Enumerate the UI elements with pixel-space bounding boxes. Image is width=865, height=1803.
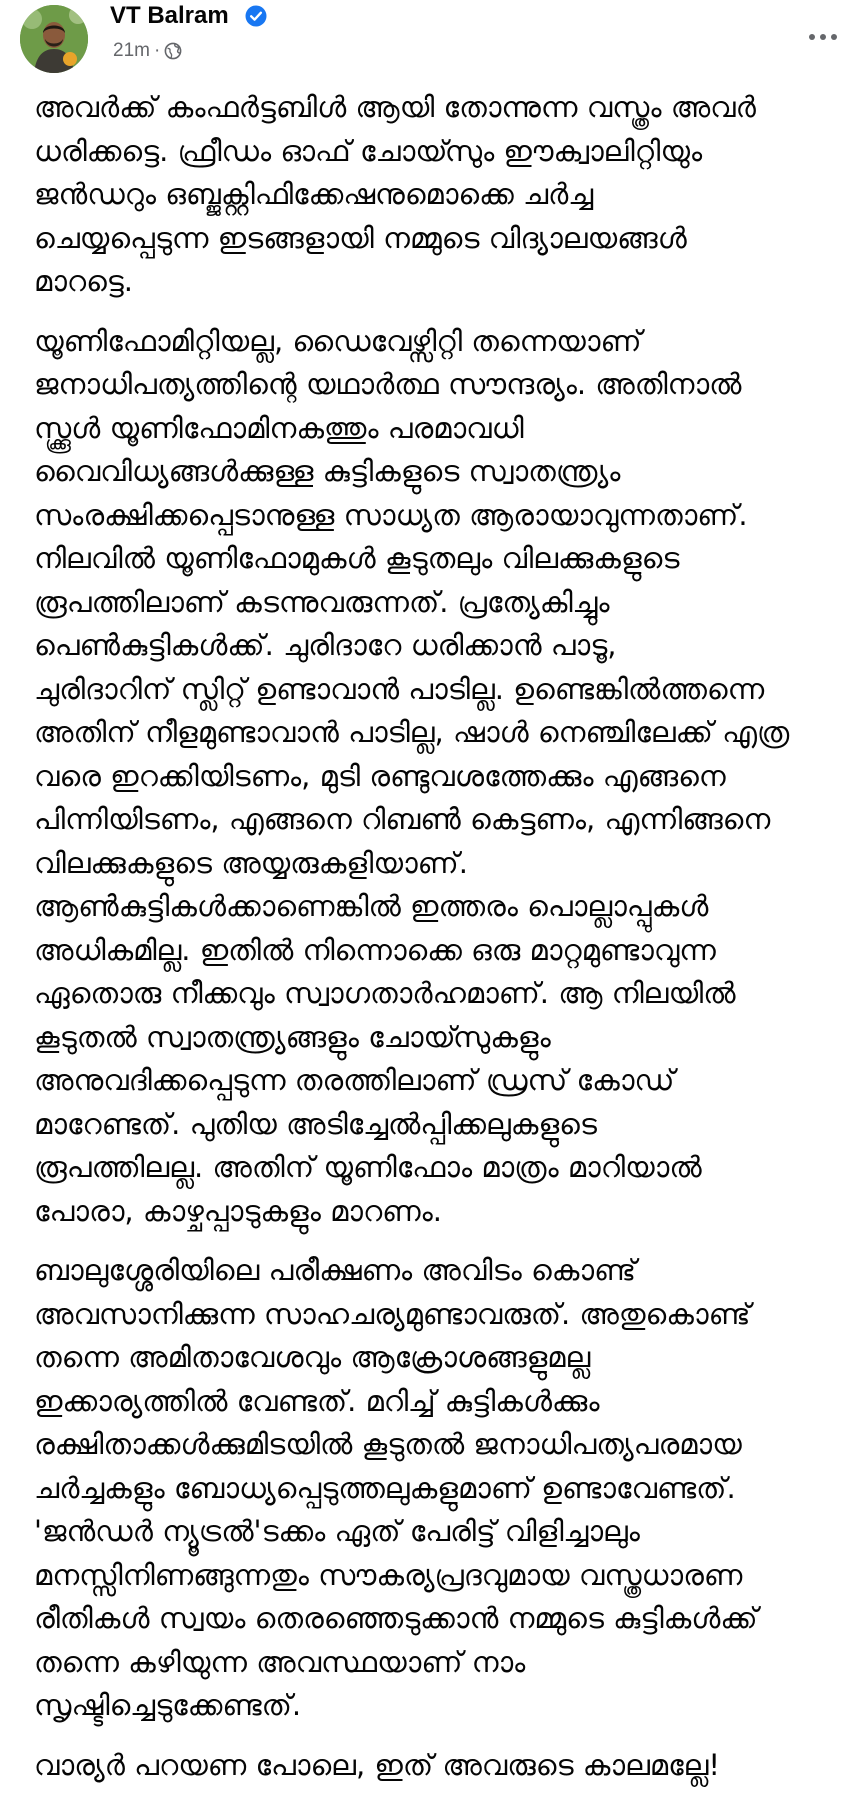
post-text-line: അതിന് നീളമുണ്ടാവാൻ പാടില്ല, ഷാൾ നെഞ്ചിലേക്ക് എത്ര xyxy=(34,715,790,749)
post-text-line: സംരക്ഷിക്കപ്പെടാനുള്ള സാധ്യത ആരായാവുന്നതാണ്. xyxy=(34,497,748,532)
post-text-line: മനസ്സിനിണങ്ങുന്നതും സൗകര്യപ്രദവുമായ വസ്ത്രധാരണ xyxy=(34,1557,743,1592)
post-text-line: രക്ഷിതാക്കൾക്കുമിടയിൽ കൂടുതൽ ജനാധിപത്യപരമായ xyxy=(34,1427,742,1461)
post-header xyxy=(0,0,865,82)
post-body xyxy=(34,86,854,1803)
post-text-line: സ്ക്കൂൾ യൂണിഫോമിനകത്തും പരമാവധി xyxy=(34,410,524,445)
post-text-line: തന്നെ കഴിയുന്ന അവസ്ഥയാണ് നാം xyxy=(34,1644,526,1679)
post-text-line: ആൺകുട്ടികൾക്കാണെങ്കിൽ ഇത്തരം പൊല്ലാപ്പുകൾ xyxy=(34,889,709,923)
post-text-line: തന്നെ അമിതാവേശവും ആക്രോശങ്ങളുമല്ല xyxy=(34,1340,591,1374)
more-options-button[interactable] xyxy=(799,22,847,52)
post-text-line: ചുരിദാറിന് സ്ലിറ്റ് ഉണ്ടാവാൻ പാടില്ല. ഉണ്ടെങ്കിൽത്തന്നെ xyxy=(34,671,765,706)
post-text-line: ഇക്കാര്യത്തിൽ വേണ്ടത്. മറിച്ച് കുട്ടികൾക്കും xyxy=(34,1383,600,1418)
post-text-line: അവർക്ക് കംഫർട്ടബിൾ ആയി തോന്നുന്ന വസ്ത്രം അവർ xyxy=(34,90,756,124)
post-text-line: യൂണിഫോമിറ്റിയല്ല, ഡൈവേഴ്സിറ്റി തന്നെയാണ് xyxy=(34,323,642,358)
post-paragraph xyxy=(34,1249,854,1728)
post-text-line: സൃഷ്ടിച്ചെടുക്കേണ്ടത്. xyxy=(34,1688,302,1722)
post-text-line: ചർച്ചകളും ബോധ്യപ്പെടുത്തലുകളുമാണ് ഉണ്ടാവേണ്ടത്. xyxy=(34,1470,736,1505)
post-text-line: മാറേണ്ടത്. പുതിയ അടിച്ചേൽപ്പിക്കലുകളുടെ xyxy=(34,1106,597,1141)
post-text-line: പെൺകുട്ടികൾക്ക്. ചുരിദാറേ ധരിക്കാൻ പാടൂ, xyxy=(34,628,617,662)
post-text-line: പിന്നിയിടണം, എങ്ങനെ റിബൺ കെട്ടണം, എന്നിങ്ങനെ xyxy=(34,802,771,836)
post-text-line: ധരിക്കട്ടെ. ഫ്രീഡം ഓഫ് ചോയ്സും ഈക്വാലിറ്റിയും xyxy=(34,133,703,168)
post-paragraph xyxy=(34,320,854,1234)
verified-badge-icon xyxy=(245,5,267,27)
post-text-line: അനുവദിക്കപ്പെടുന്ന തരത്തിലാണ് ഡ്രസ് കോഡ് xyxy=(34,1063,675,1097)
post-text-line: പോരാ, കാഴ്ചപ്പാടുകളും മാറണം. xyxy=(34,1193,442,1228)
post-text-line: ഏതൊരു നീക്കവും സ്വാഗതാർഹമാണ്. ആ നിലയിൽ xyxy=(34,976,736,1010)
post-text-line: ബാലുശ്ശേരിയിലെ പരീക്ഷണം അവിടം കൊണ്ട് xyxy=(34,1253,636,1287)
post-text-line: അധികമില്ല. ഇതിൽ നിന്നൊക്കെ ഒരു മാറ്റമുണ്ടാവുന്ന xyxy=(34,932,716,967)
post-time[interactable]: 21m xyxy=(113,40,150,61)
post-meta xyxy=(113,40,182,62)
post-paragraph xyxy=(34,1744,854,1788)
post-text-line: രൂപത്തിലല്ല. അതിന് യൂണിഫോം മാത്രം മാറിയാൽ xyxy=(34,1150,702,1184)
post-text-line: രൂപത്തിലാണ് കടന്നുവരുന്നത്. പ്രത്യേകിച്ചും xyxy=(34,584,610,619)
post-text-line: നിലവിൽ യൂണിഫോമുകൾ കൂടുതലും വിലക്കുകളുടെ xyxy=(34,541,680,575)
avatar[interactable] xyxy=(20,5,88,73)
post-text-line: ജൻഡറും ഒബ്ജക്റ്റിഫിക്കേഷനുമൊക്കെ ചർച്ച xyxy=(34,177,594,211)
more-options-icon xyxy=(808,33,838,41)
post-text-line: വിലക്കുകളുടെ അയ്യരുകളിയാണ്. xyxy=(34,845,468,880)
post-text-line: 'ജൻഡർ ന്യൂട്രൽ'ടക്കം ഏത് പേരിട്ട് വിളിച്ചാലും xyxy=(34,1514,640,1548)
author-name[interactable]: VT Balram xyxy=(110,2,229,29)
globe-icon[interactable] xyxy=(164,42,182,60)
post-paragraph xyxy=(34,86,854,304)
post-text-line: ചെയ്യപ്പെടുന്ന ഇടങ്ങളായി നമ്മുടെ വിദ്യാലയങ്ങൾ xyxy=(34,220,687,255)
post-text-line: വാര്യർ പറയണ പോലെ, ഇത് അവരുടെ കാലമല്ലേ! xyxy=(34,1747,721,1782)
avatar-photo xyxy=(20,5,88,73)
post-text-line: ജനാധിപത്യത്തിന്റെ യഥാർത്ഥ സൗന്ദര്യം. അതിനാൽ xyxy=(34,367,742,401)
post-text-line: കൂടുതൽ സ്വാതന്ത്ര്യങ്ങളും ചോയ്സുകളും xyxy=(34,1019,551,1054)
post-text-line: അവസാനിക്കുന്ന സാഹചര്യമുണ്ടാവരുത്. അതുകൊണ്ട് xyxy=(34,1296,751,1331)
post-text-line: വരെ ഇറക്കിയിടണം, മുടി രണ്ടുവശത്തേക്കും എങ്ങനെ xyxy=(34,758,726,793)
post-text-line: മാറട്ടെ. xyxy=(34,264,134,298)
post-text-line: വൈവിധ്യങ്ങൾക്കുള്ള കുട്ടികളുടെ സ്വാതന്ത്ര്യം xyxy=(34,454,621,488)
meta-separator: · xyxy=(153,40,161,61)
post-text-line: രീതികൾ സ്വയം തെരഞ്ഞെടുക്കാൻ നമ്മുടെ കുട്ടികൾക്ക് xyxy=(34,1601,758,1635)
